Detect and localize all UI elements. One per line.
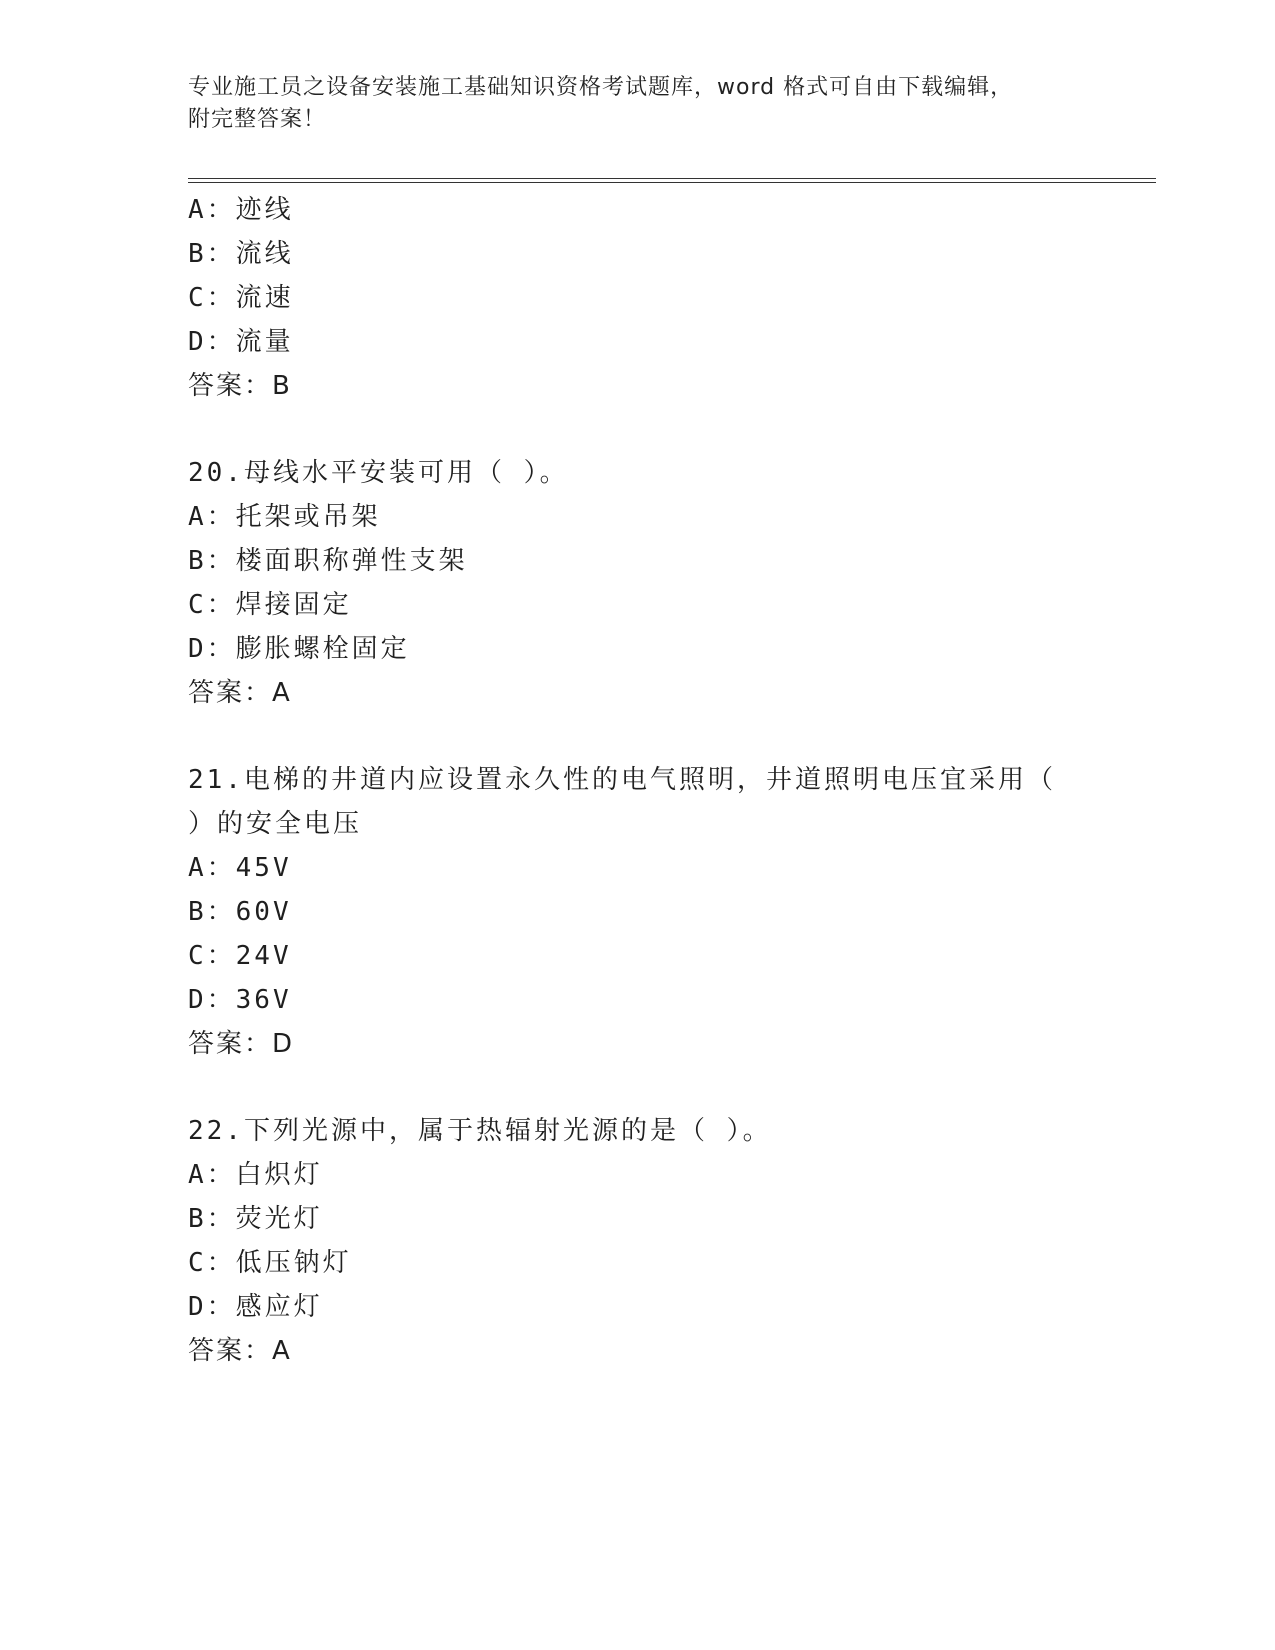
q20-stem: 20.母线水平安装可用（ ）。	[188, 458, 569, 488]
q21-answer: 答案：D	[188, 1029, 295, 1059]
q22-option-d: D：感应灯	[188, 1292, 323, 1322]
q22-option-a: A：白炽灯	[188, 1160, 323, 1190]
q20-answer: 答案：A	[188, 678, 292, 708]
q22-option-c: C：低压钠灯	[188, 1248, 352, 1278]
q19-answer: 答案：B	[188, 371, 292, 401]
q22-answer: 答案：A	[188, 1336, 292, 1366]
q19-option-c: C：流速	[188, 283, 294, 313]
q19-option-a: A：迹线	[188, 195, 294, 225]
header-divider-top	[188, 178, 1156, 179]
q20-option-a: A：托架或吊架	[188, 502, 381, 532]
q20-option-c: C：焊接固定	[188, 590, 352, 620]
header-title-line-2: 附完整答案！	[188, 107, 327, 132]
q22-option-b: B：荧光灯	[188, 1204, 323, 1234]
document-header	[188, 72, 1088, 136]
q19-option-d: D：流量	[188, 327, 294, 357]
q21-stem-line-2: ）的安全电压	[188, 809, 363, 839]
q20-option-d: D：膨胀螺栓固定	[188, 634, 410, 664]
q21-option-b: B：60V	[188, 897, 292, 927]
q21-stem-line-1: 21.电梯的井道内应设置永久性的电气照明，井道照明电压宜采用（	[188, 765, 1056, 795]
q21-option-c: C：24V	[188, 941, 292, 971]
header-title-line-1: 专业施工员之设备安装施工基础知识资格考试题库，word 格式可自由下载编辑，	[188, 75, 1014, 100]
q19-option-b: B：流线	[188, 239, 294, 269]
q21-option-d: D：36V	[188, 985, 292, 1015]
header-divider-bottom	[188, 182, 1156, 183]
q20-option-b: B：楼面职称弹性支架	[188, 546, 468, 576]
q22-stem: 22.下列光源中，属于热辐射光源的是（ ）。	[188, 1116, 772, 1146]
q21-option-a: A：45V	[188, 853, 292, 883]
